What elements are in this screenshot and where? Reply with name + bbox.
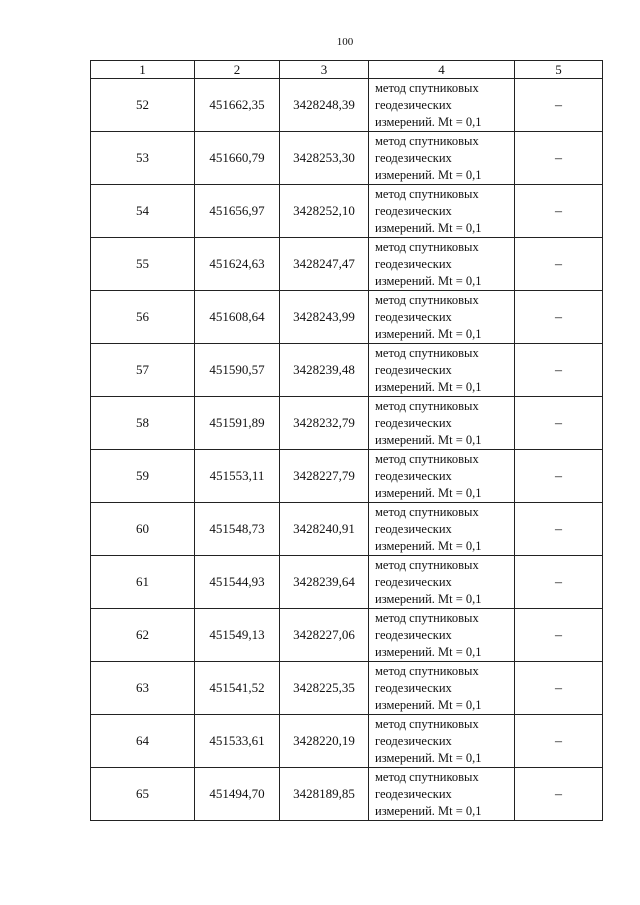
point-number-cell: 54	[91, 185, 195, 238]
y-coordinate-cell: 3428227,06	[280, 609, 369, 662]
method-line: геодезических	[375, 97, 452, 112]
note-cell	[515, 503, 603, 556]
note-cell	[515, 185, 603, 238]
point-number-cell: 52	[91, 79, 195, 132]
method-line: метод спутниковых	[375, 769, 479, 784]
method-line: измерений. Mt = 0,1	[375, 432, 482, 447]
method-cell	[369, 450, 515, 503]
note-cell	[515, 715, 603, 768]
method-line: геодезических	[375, 627, 452, 642]
dash-mark: –	[555, 468, 562, 484]
table-row	[91, 344, 603, 397]
method-cell	[369, 715, 515, 768]
method-cell	[369, 291, 515, 344]
method-line: геодезических	[375, 150, 452, 165]
method-line: измерений. Mt = 0,1	[375, 379, 482, 394]
x-coordinate-cell: 451544,93	[195, 556, 280, 609]
dash-mark: –	[555, 733, 562, 749]
method-cell	[369, 609, 515, 662]
header-col-4: 4	[369, 61, 515, 79]
table-row	[91, 609, 603, 662]
note-cell	[515, 79, 603, 132]
method-line: геодезических	[375, 680, 452, 695]
point-number-cell: 59	[91, 450, 195, 503]
dash-mark: –	[555, 362, 562, 378]
method-line: измерений. Mt = 0,1	[375, 591, 482, 606]
header-col-2: 2	[195, 61, 280, 79]
dash-mark: –	[555, 256, 562, 272]
method-line: геодезических	[375, 362, 452, 377]
dash-mark: –	[555, 574, 562, 590]
header-col-3: 3	[280, 61, 369, 79]
dash-mark: –	[555, 786, 562, 802]
x-coordinate-cell: 451591,89	[195, 397, 280, 450]
method-line: измерений. Mt = 0,1	[375, 326, 482, 341]
table-row	[91, 79, 603, 132]
x-coordinate-cell: 451533,61	[195, 715, 280, 768]
y-coordinate-cell: 3428253,30	[280, 132, 369, 185]
note-cell	[515, 662, 603, 715]
point-number-cell: 55	[91, 238, 195, 291]
table-body	[91, 79, 603, 821]
method-cell	[369, 556, 515, 609]
point-number-cell: 60	[91, 503, 195, 556]
table-row	[91, 132, 603, 185]
point-number-cell: 65	[91, 768, 195, 821]
point-number-cell: 56	[91, 291, 195, 344]
dash-mark: –	[555, 415, 562, 431]
method-cell	[369, 132, 515, 185]
method-line: измерений. Mt = 0,1	[375, 167, 482, 182]
method-cell	[369, 344, 515, 397]
x-coordinate-cell: 451624,63	[195, 238, 280, 291]
method-line: геодезических	[375, 203, 452, 218]
table-row	[91, 450, 603, 503]
x-coordinate-cell: 451656,97	[195, 185, 280, 238]
method-line: метод спутниковых	[375, 133, 479, 148]
method-line: метод спутниковых	[375, 345, 479, 360]
point-number-cell: 53	[91, 132, 195, 185]
method-line: измерений. Mt = 0,1	[375, 114, 482, 129]
method-line: измерений. Mt = 0,1	[375, 485, 482, 500]
method-line: измерений. Mt = 0,1	[375, 273, 482, 288]
y-coordinate-cell: 3428239,48	[280, 344, 369, 397]
method-line: метод спутниковых	[375, 398, 479, 413]
method-cell	[369, 503, 515, 556]
point-number-cell: 64	[91, 715, 195, 768]
table-row	[91, 397, 603, 450]
method-line: геодезических	[375, 415, 452, 430]
method-line: геодезических	[375, 733, 452, 748]
table-row	[91, 556, 603, 609]
note-cell	[515, 291, 603, 344]
table-row	[91, 238, 603, 291]
x-coordinate-cell: 451549,13	[195, 609, 280, 662]
note-cell	[515, 450, 603, 503]
dash-mark: –	[555, 309, 562, 325]
method-line: геодезических	[375, 521, 452, 536]
dash-mark: –	[555, 150, 562, 166]
y-coordinate-cell: 3428227,79	[280, 450, 369, 503]
coordinates-table	[90, 60, 603, 821]
method-cell	[369, 397, 515, 450]
y-coordinate-cell: 3428239,64	[280, 556, 369, 609]
y-coordinate-cell: 3428220,19	[280, 715, 369, 768]
method-line: метод спутниковых	[375, 663, 479, 678]
dash-mark: –	[555, 203, 562, 219]
method-line: метод спутниковых	[375, 716, 479, 731]
table-row	[91, 185, 603, 238]
note-cell	[515, 609, 603, 662]
x-coordinate-cell: 451660,79	[195, 132, 280, 185]
note-cell	[515, 238, 603, 291]
method-line: метод спутниковых	[375, 292, 479, 307]
x-coordinate-cell: 451548,73	[195, 503, 280, 556]
note-cell	[515, 768, 603, 821]
note-cell	[515, 556, 603, 609]
method-line: метод спутниковых	[375, 557, 479, 572]
point-number-cell: 61	[91, 556, 195, 609]
y-coordinate-cell: 3428243,99	[280, 291, 369, 344]
y-coordinate-cell: 3428189,85	[280, 768, 369, 821]
method-line: метод спутниковых	[375, 504, 479, 519]
x-coordinate-cell: 451553,11	[195, 450, 280, 503]
table-header-row	[91, 61, 603, 79]
method-line: геодезических	[375, 574, 452, 589]
y-coordinate-cell: 3428248,39	[280, 79, 369, 132]
method-line: геодезических	[375, 786, 452, 801]
dash-mark: –	[555, 97, 562, 113]
method-line: метод спутниковых	[375, 186, 479, 201]
note-cell	[515, 132, 603, 185]
table-row	[91, 715, 603, 768]
dash-mark: –	[555, 521, 562, 537]
note-cell	[515, 397, 603, 450]
y-coordinate-cell: 3428252,10	[280, 185, 369, 238]
table-row	[91, 503, 603, 556]
header-col-5: 5	[515, 61, 603, 79]
method-line: измерений. Mt = 0,1	[375, 803, 482, 818]
point-number-cell: 57	[91, 344, 195, 397]
method-cell	[369, 768, 515, 821]
method-line: метод спутниковых	[375, 610, 479, 625]
y-coordinate-cell: 3428232,79	[280, 397, 369, 450]
note-cell	[515, 344, 603, 397]
method-cell	[369, 238, 515, 291]
method-cell	[369, 185, 515, 238]
method-line: измерений. Mt = 0,1	[375, 538, 482, 553]
x-coordinate-cell: 451608,64	[195, 291, 280, 344]
header-col-1: 1	[91, 61, 195, 79]
method-line: геодезических	[375, 468, 452, 483]
point-number-cell: 63	[91, 662, 195, 715]
dash-mark: –	[555, 627, 562, 643]
method-line: измерений. Mt = 0,1	[375, 750, 482, 765]
point-number-cell: 62	[91, 609, 195, 662]
method-line: метод спутниковых	[375, 80, 479, 95]
table-row	[91, 662, 603, 715]
x-coordinate-cell: 451662,35	[195, 79, 280, 132]
method-line: метод спутниковых	[375, 239, 479, 254]
method-cell	[369, 79, 515, 132]
x-coordinate-cell: 451590,57	[195, 344, 280, 397]
x-coordinate-cell: 451541,52	[195, 662, 280, 715]
method-line: геодезических	[375, 256, 452, 271]
table-row	[91, 291, 603, 344]
y-coordinate-cell: 3428247,47	[280, 238, 369, 291]
method-line: геодезических	[375, 309, 452, 324]
y-coordinate-cell: 3428225,35	[280, 662, 369, 715]
x-coordinate-cell: 451494,70	[195, 768, 280, 821]
method-line: измерений. Mt = 0,1	[375, 220, 482, 235]
point-number-cell: 58	[91, 397, 195, 450]
method-cell	[369, 662, 515, 715]
method-line: измерений. Mt = 0,1	[375, 697, 482, 712]
y-coordinate-cell: 3428240,91	[280, 503, 369, 556]
dash-mark: –	[555, 680, 562, 696]
table-row	[91, 768, 603, 821]
method-line: измерений. Mt = 0,1	[375, 644, 482, 659]
page-number: 100	[336, 36, 354, 48]
method-line: метод спутниковых	[375, 451, 479, 466]
